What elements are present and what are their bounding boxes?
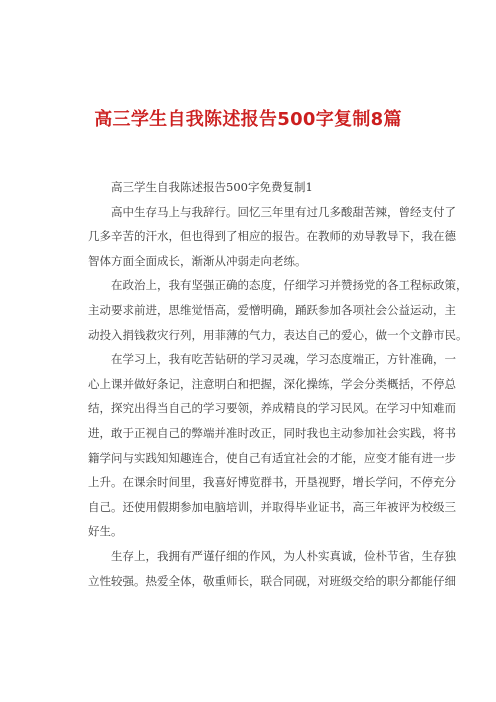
body-line: 自己。还使用假期参加电脑培训，并取得毕业证书，高三年被评为校级三 <box>88 499 456 514</box>
body-line: 好生。 <box>88 524 123 539</box>
document-title: 高三学生自我陈述报告500字复制8篇 <box>94 109 402 130</box>
body-line: 籍学问与实践知知趣连合，使自己有适宜社会的才能，应变才能有进一步 <box>88 450 456 465</box>
body-line: 立性较强。热爱全体，敬重师长，联合同砚，对班级交给的职分都能仔细 <box>88 573 456 588</box>
body-line: 心上课并做好条记，注意明白和把握，深化操练，学会分类概括，不停总 <box>88 376 456 391</box>
body-line: 高中生存马上与我辞行。回忆三年里有过几多酸甜苦辣，曾经支付了 <box>111 204 456 219</box>
body-line: 在政治上，我有坚强正确的态度，仔细学习并赞扬党的各工程标政策， <box>111 278 468 293</box>
body-line: 几多辛苦的汗水，但也得到了相应的报告。在教师的劝导教导下，我在德 <box>88 229 456 244</box>
body-line: 高三学生自我陈述报告500字免费复制1 <box>111 180 313 194</box>
body-line: 上升。在课余时间里，我喜好博览群书，开垦视野，增长学问，不停充分 <box>88 475 456 490</box>
body-line: 主动要求前进，思维觉悟高，爱憎明确，踊跃参加各项社会公益运动，主 <box>88 302 456 317</box>
body-line: 进，敢于正视自己的弊端并准时改正，同时我也主动参加社会实践，将书 <box>88 425 456 440</box>
body-line: 智体方面全面成长，渐渐从冲弱走向老练。 <box>88 253 307 268</box>
body-line: 生存上，我拥有严谨仔细的作风，为人朴实真诚，俭朴节省，生存独 <box>111 548 456 563</box>
document-body <box>88 175 468 593</box>
body-line: 动投入捐钱救灾行列，用菲薄的气力，表达自己的爱心，做一个文静市民。 <box>88 327 468 342</box>
body-line: 在学习上，我有吃苦钻研的学习灵魂，学习态度端正，方针准确，一 <box>111 352 456 367</box>
body-line: 结，探究出得当自己的学习要领，养成精良的学习民风。在学习中知难而 <box>88 401 456 416</box>
